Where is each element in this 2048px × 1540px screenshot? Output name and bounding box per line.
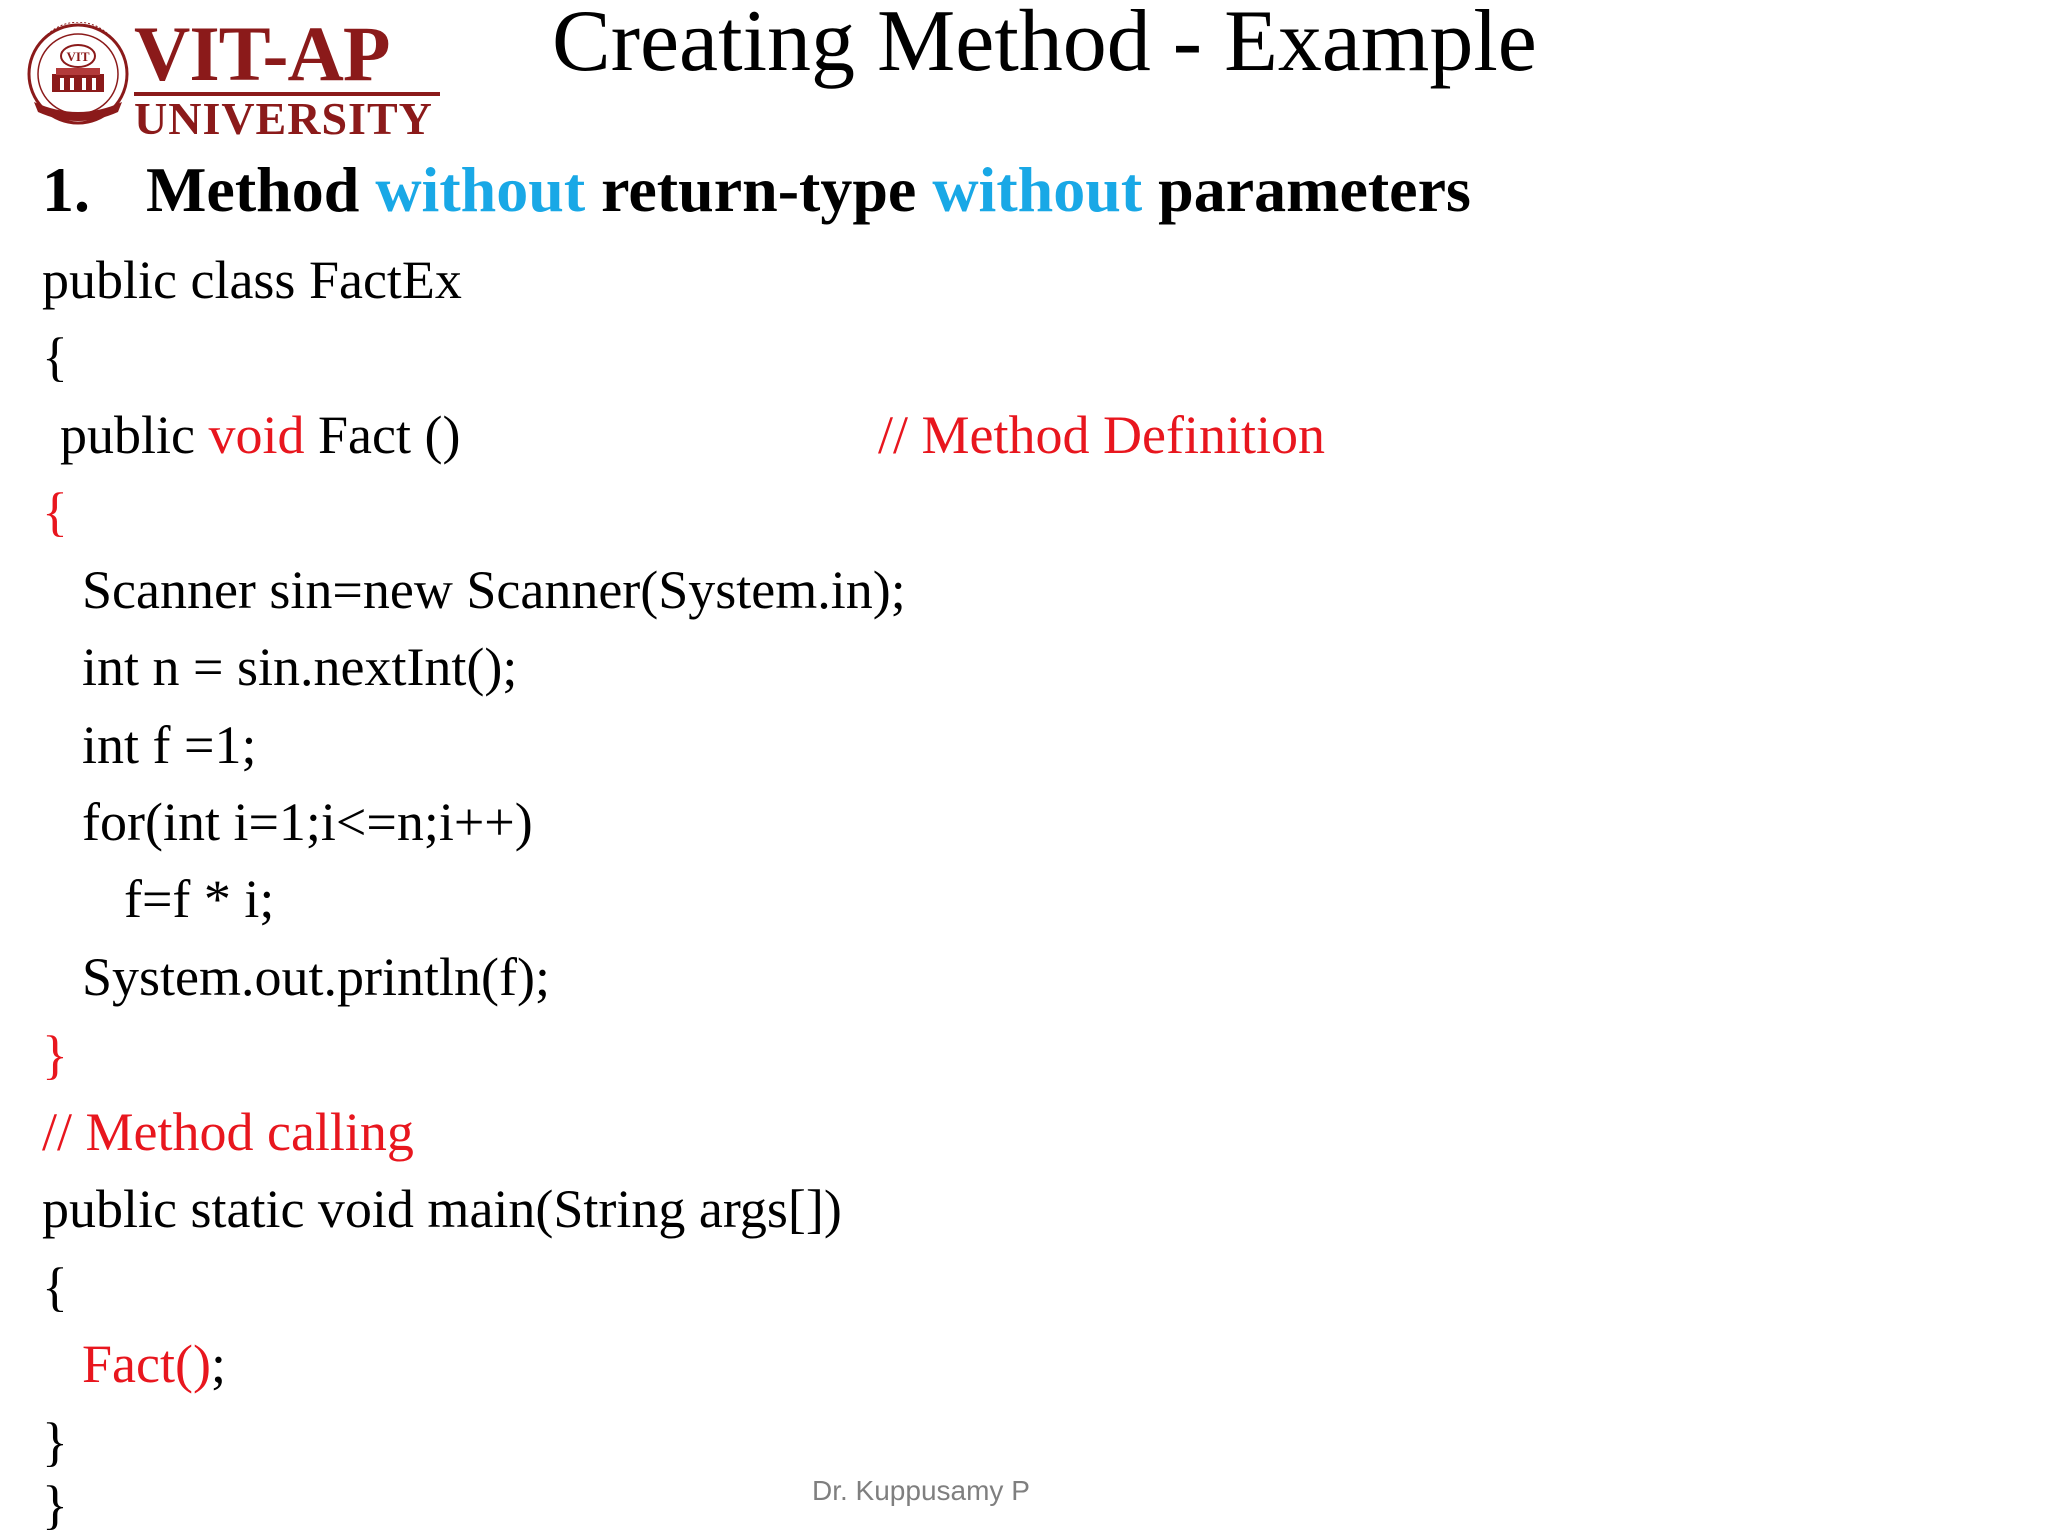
semicolon: ;	[210, 1334, 226, 1394]
heading-number: 1.	[42, 154, 90, 225]
heading-word-method: Method	[146, 154, 360, 225]
code-line-class: public class FactEx	[42, 250, 462, 310]
heading-word-parameters: parameters	[1158, 154, 1471, 225]
comment-method-definition: // Method Definition	[878, 405, 1325, 465]
heading-word-without-1: without	[375, 154, 586, 225]
code-line-main-open-brace: {	[42, 1257, 68, 1317]
svg-text:VIT: VIT	[66, 49, 90, 64]
code-line-method-signature	[60, 400, 460, 470]
footer-author: Dr. Kuppusamy P	[812, 1475, 1030, 1506]
code-line-scanner: Scanner sin=new Scanner(System.in);	[82, 560, 906, 620]
code-line-method-open-brace: {	[42, 482, 68, 542]
code-line-main-close-brace: }	[42, 1412, 68, 1472]
code-line-println: System.out.println(f);	[82, 947, 550, 1007]
heading-word-return-type: return-type	[601, 154, 917, 225]
code-line-class-close-brace: }	[42, 1475, 68, 1535]
code-line-fact-call	[82, 1329, 226, 1399]
code-line-multiply: f=f * i;	[124, 869, 275, 929]
logo-line2: UNIVERSITY	[134, 92, 440, 142]
comment-method-calling: // Method calling	[42, 1102, 414, 1162]
code-line-int-f: int f =1;	[82, 715, 257, 775]
slide-title: Creating Method - Example	[552, 0, 1537, 90]
logo-line1: VIT-AP	[134, 10, 390, 97]
method-name: Fact ()	[304, 405, 461, 465]
keyword-public: public	[60, 405, 209, 465]
heading-word-without-2: without	[932, 154, 1143, 225]
code-line-main: public static void main(String args[])	[42, 1179, 842, 1239]
code-line-open-brace: {	[42, 327, 68, 387]
code-line-for: for(int i=1;i<=n;i++)	[82, 792, 533, 852]
code-line-int-n: int n = sin.nextInt();	[82, 637, 518, 697]
fact-call: Fact()	[82, 1334, 211, 1394]
keyword-void: void	[208, 405, 305, 465]
code-line-method-close-brace: }	[42, 1025, 68, 1085]
